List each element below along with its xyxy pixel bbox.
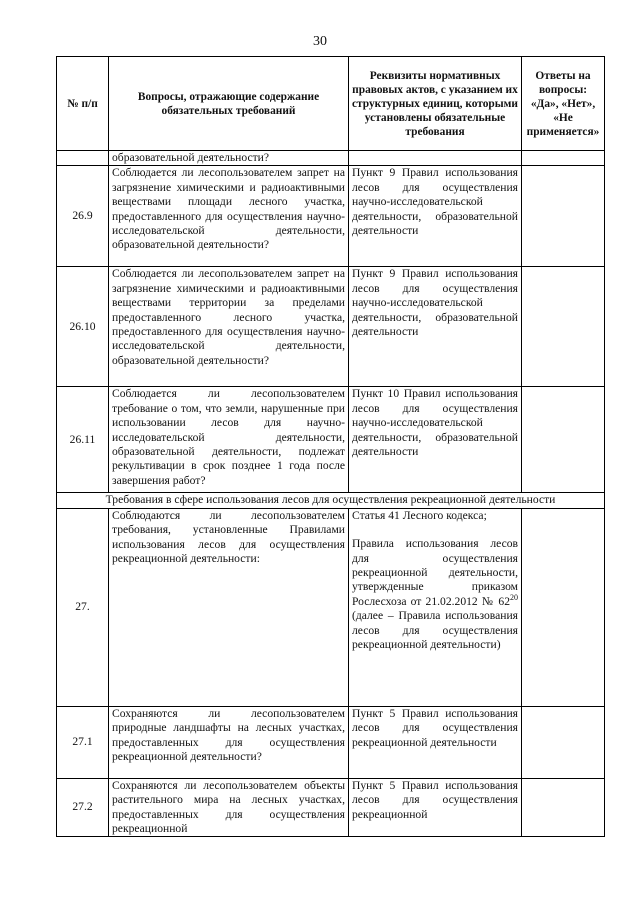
page-number: 30 xyxy=(313,34,327,49)
row-number: 26.9 xyxy=(57,166,109,267)
requisite-cell xyxy=(349,508,522,706)
row-number: 27.2 xyxy=(57,778,109,837)
requisite-article: Статья 41 Лесного кодекса; xyxy=(352,508,487,522)
section-row xyxy=(57,493,605,508)
header-requisites: Реквизиты нормативных правовых актов, с указанием их структурных единиц, которыми установлены обязательные требования xyxy=(349,57,522,151)
continuation-row xyxy=(57,151,605,166)
question-cell: Соблюдается ли лесопользователем запрет на загрязнение химическими и радиоактивными веществами территории за пределами предоставленного лесного участка, предоставленного для осуществления научно-исследовательской деятельности, образовательной деятельности? xyxy=(109,267,349,387)
answer-cell[interactable] xyxy=(522,706,605,778)
requisite-cell: Пункт 5 Правил использования лесов для осуществления рекреационной xyxy=(349,778,522,837)
row-number: 27. xyxy=(57,508,109,706)
requisite-cell: Пункт 10 Правил использования лесов для осуществления научно-исследовательской деятельности, образовательной деятельности xyxy=(349,387,522,493)
header-row xyxy=(57,57,605,151)
table-row xyxy=(57,166,605,267)
continuation-text: образовательной деятельности? xyxy=(109,151,349,166)
requisite-cell: Пункт 9 Правил использования лесов для осуществления научно-исследовательской деятельности, образовательной деятельности xyxy=(349,267,522,387)
requirements-table xyxy=(56,56,605,837)
answer-cell[interactable] xyxy=(522,778,605,837)
requisite-cell: Пункт 9 Правил использования лесов для осуществления научно-исследовательской деятельности, образовательной деятельности xyxy=(349,166,522,267)
row-number: 27.1 xyxy=(57,706,109,778)
row-number: 26.11 xyxy=(57,387,109,493)
question-cell: Сохраняются ли лесопользователем природные ландшафты на лесных участках, предоставленных для осуществления рекреационной деятельности? xyxy=(109,706,349,778)
requisite-rules: Правила использования лесов для осуществления рекреационной деятельности, утвержденные приказом Рослесхоза от 21.02.2012 № $62^{20}$ (далее – Правила использования лесов для осуществления рекреационной деятельности) xyxy=(352,537,518,652)
header-num: № п/п xyxy=(57,57,109,151)
header-questions: Вопросы, отражающие содержание обязательных требований xyxy=(109,57,349,151)
row-number: 26.10 xyxy=(57,267,109,387)
question-cell: Сохраняются ли лесопользователем объекты растительного мира на лесных участках, предоставленных для осуществления рекреационной xyxy=(109,778,349,837)
section-title: Требования в сфере использования лесов для осуществления рекреационной деятельности xyxy=(57,493,605,508)
answer-cell[interactable] xyxy=(522,508,605,706)
table-row xyxy=(57,267,605,387)
answer-cell[interactable] xyxy=(522,166,605,267)
question-cell: Соблюдается ли лесопользователем требование о том, что земли, нарушенные при использовании лесов для научно-исследовательской деятельности, образовательной деятельности, подлежат рекультивации в срок позднее 1 года после завершения работ? xyxy=(109,387,349,493)
table-row xyxy=(57,706,605,778)
requisite-cell: Пункт 5 Правил использования лесов для осуществления рекреационной деятельности xyxy=(349,706,522,778)
header-answers: Ответы на вопросы: «Да», «Нет», «Не применяется» xyxy=(522,57,605,151)
table-row xyxy=(57,508,605,706)
answer-cell[interactable] xyxy=(522,387,605,493)
answer-cell[interactable] xyxy=(522,267,605,387)
table-row xyxy=(57,387,605,493)
question-cell: Соблюдается ли лесопользователем запрет на загрязнение химическими и радиоактивными веществами площади лесного участка, предоставленного для осуществления научно-исследовательской деятельности, образовательной деятельности? xyxy=(109,166,349,267)
table-row xyxy=(57,778,605,837)
question-cell: Соблюдаются ли лесопользователем требования, установленные Правилами использования лесов для осуществления рекреационной деятельности: xyxy=(109,508,349,706)
